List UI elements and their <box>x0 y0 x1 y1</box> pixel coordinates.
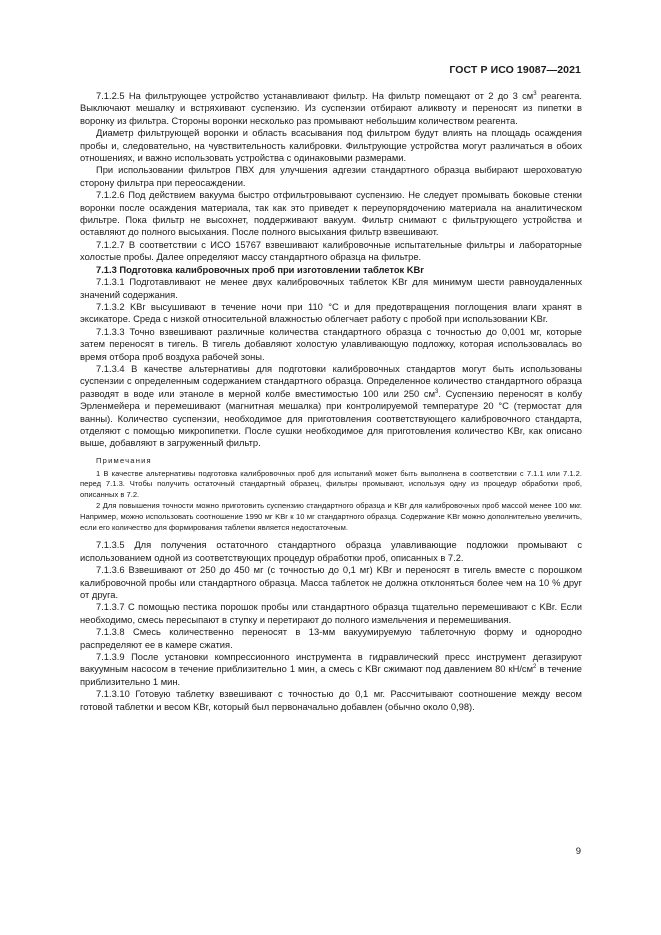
document-header: ГОСТ Р ИСО 19087—2021 <box>449 64 581 76</box>
paragraph: 7.1.3.10 Готовую таблетку взвешивают с точностью до 0,1 мг. Рассчитывают соотношение между весом готовой таблетки и весом KBr, который был первоначально добавлен (обычно около 0,98). <box>80 689 582 712</box>
page-number: 9 <box>575 846 581 857</box>
notes-title: Примечания <box>96 455 152 465</box>
paragraph: 7.1.2.6 Под действием вакуума быстро отфильтровывают суспензию. Не следует промывать боковые стенки воронки после осаждения материала, так как это приведет к переупорядочению материала на аналитическом фильтре. Пока фильтр не высохнет, поддерживают вакуум. Фильтр снимают с фильтрующего устройства и оставляют до полного высыхания. После полного высыхания фильтр взвешивают. <box>80 190 582 238</box>
paragraph: 7.1.3.1 Подготавливают не менее двух калибровочных таблеток KBr для минимум шести равноудаленных значений содержания. <box>80 277 582 300</box>
paragraph: 7.1.3.6 Взвешивают от 250 до 450 мг (с точностью до 0,1 мг) KBr и переносят в тигель вместе с порошком калибровочной пробы или стандартного образца. Масса таблеток не должна отклоняться более чем на 10 % друг от друга. <box>80 565 582 600</box>
paragraph: 7.1.3.7 С помощью пестика порошок пробы или стандартного образца тщательно перемешивают с KBr. Если необходимо, смесь пересыпают в ступку и перетирают до полного измельчения и перемешивания. <box>80 602 582 625</box>
paragraph: 7.1.3.8 Смесь количественно переносят в 13-мм вакуумируемую таблеточную форму и однородно распределяют ее в камере сжатия. <box>80 627 582 650</box>
note-item: 2 Для повышения точности можно приготовить суспензию стандартного образца и KBr для калибровочных проб массой менее 100 мкг. Например, можно использовать соотношение 1990 мг KBr к 10 мг стандартного образца. Содержание KBr можно дополнительно увеличить, если его количество для формирования таблетки является недостаточным. <box>80 500 582 532</box>
paragraph: 7.1.3.5 Для получения остаточного стандартного образца улавливающие подложки промывают с использованием одной из соответствующих процедур обработки проб, описанных в 7.2. <box>80 540 582 563</box>
paragraph: 7.1.2.5 На фильтрующее устройство устанавливают фильтр. На фильтр помещают от 2 до 3 $см^3$ реагента. Выключают мешалку и встряхивают суспензию. Из суспензии отбирают аликвоту и переносят из пипетки в воронку из фильтра. Стороны воронки несколько раз промывают небольшим количеством реагента. <box>80 91 582 126</box>
notes-block <box>80 456 582 534</box>
paragraph: 7.1.3.4 В качестве альтернативы для подготовки калибровочных стандартов могут быть использованы суспензии с определенным содержанием стандартного образца. Определенное количество стандартного образца разводят в воде или этаноле в мерной колбе вместимостью 100 или 250 $см^3$. Суспензию переносят в колбу Эрленмейера и перемешивают (магнитная мешалка) при контролируемой температуре 20 °С (термостат для ванны). Количество суспензии, необходимое для приготовления соответствующего калибровочного стандарта, отделяют с помощью микропипетки. После сушки необходимое для приготовления количество KBr, как описано выше, добавляют в загруженный фильтр. <box>80 363 582 449</box>
section-heading: 7.1.3 Подготовка калибровочных проб при изготовлении таблеток KBr <box>96 264 424 275</box>
paragraph: 7.1.3.3 Точно взвешивают различные количества стандартного образца с точностью до 0,001 мг, которые затем переносят в тигель. В тигель добавляют холостую улавливающую подложку, которая использовалась во время отбора проб воздуха рабочей зоны. <box>80 326 582 362</box>
paragraph: Диаметр фильтрующей воронки и область всасывания под фильтром будут влиять на площадь осаждения пробы и, следовательно, на чувствительность калибровки. Фильтрующие устройства могут различаться в обоих отношениях, и важно использовать устройства с одинаковыми размерами. <box>80 128 582 164</box>
document-body <box>80 90 582 713</box>
note-item: 1 В качестве альтернативы подготовка калибровочных проб для испытаний может быть выполнена в соответствии с 7.1.1 или 7.1.2. перед 7.1.3. Чтобы получить остаточный стандартный образец, фильтры промывают, используя одну из процедур обработки проб, описанных в 7.2. <box>80 468 582 500</box>
paragraph: 7.1.3.2 KBr высушивают в течение ночи при 110 °С и для предотвращения поглощения влаги хранят в эксикаторе. Среда с низкой относительной влажностью облегчает работу с пробой при использовании KBr. <box>80 301 582 325</box>
paragraph: При использовании фильтров ПВХ для улучшения адгезии стандартного образца выбирают шероховатую сторону фильтра при переосаждении. <box>80 165 582 188</box>
paragraph: 7.1.3.9 После установки компрессионного инструмента в гидравлический пресс инструмент дегазируют вакуумным насосом в течение приблизительно 1 мин, а смесь с KBr сжимают под давлением 80 $кН/см^2$ в течение приблизительно 1 мин. <box>80 652 582 687</box>
paragraph: 7.1.2.7 В соответствии с ИСО 15767 взвешивают калибровочные испытательные фильтры и лабораторные холостые пробы. Далее определяют массу стандартного образца на фильтре. <box>80 239 582 263</box>
